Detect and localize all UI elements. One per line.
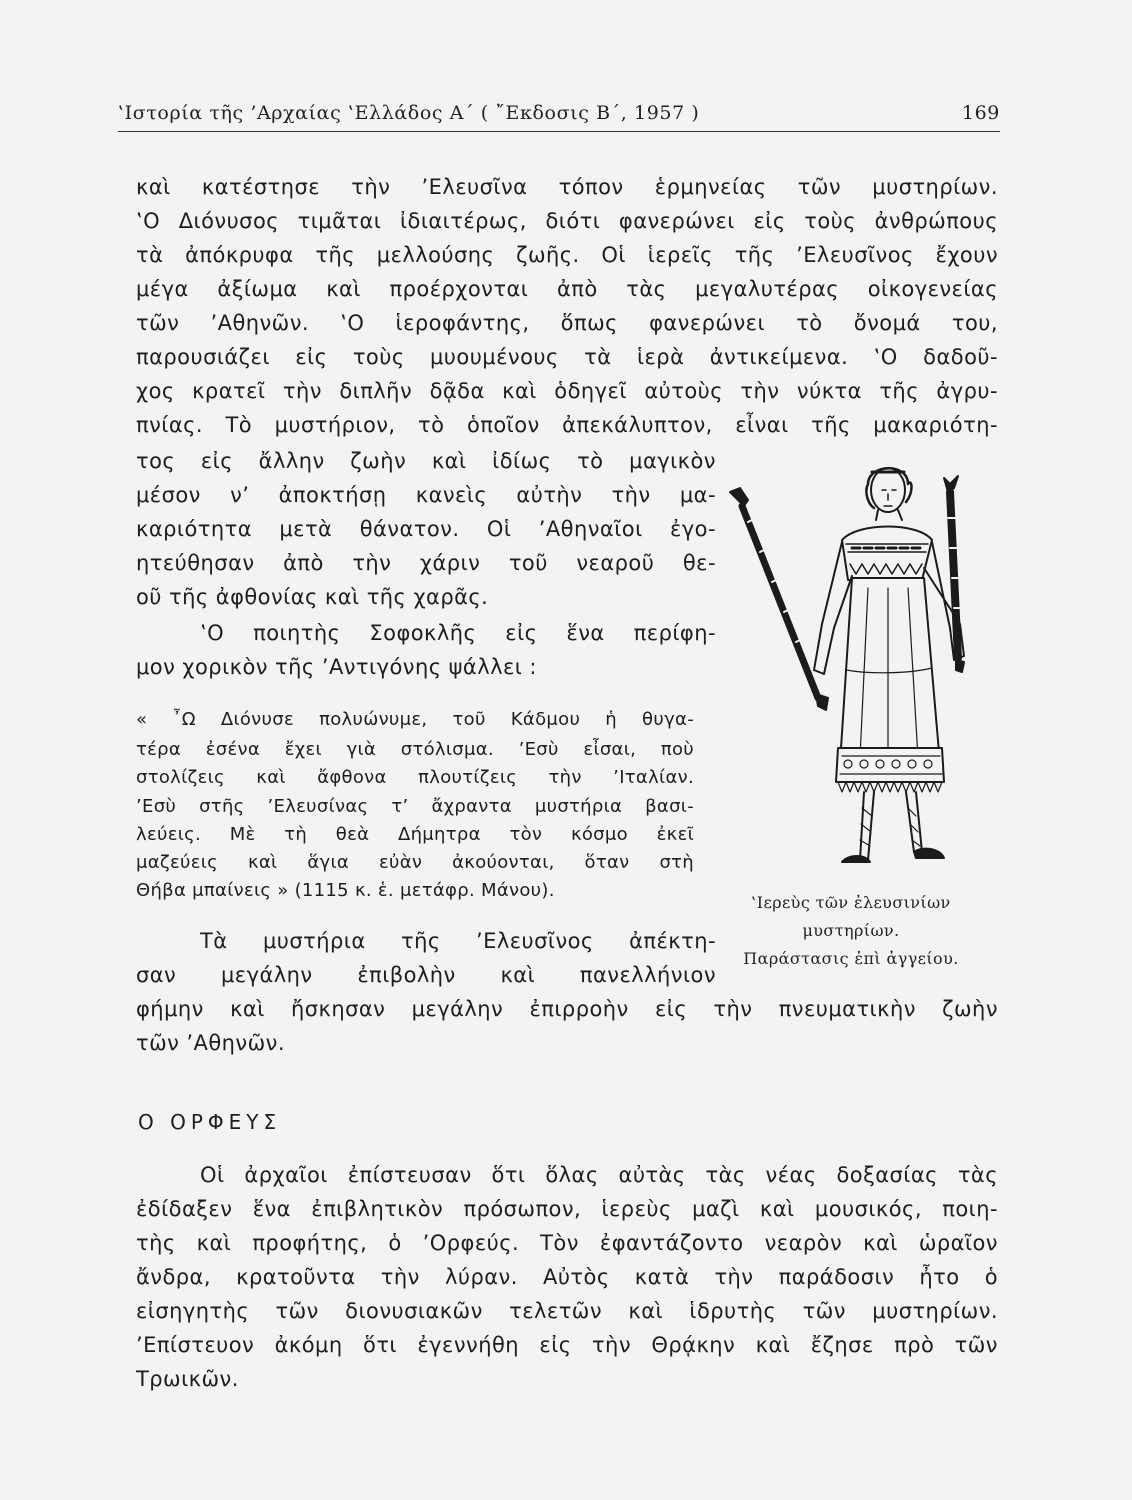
header-rule <box>118 131 1000 133</box>
body-line: παρουσιάζει εἰς τοὺς μυουμένους τὰ ἱερὰ ἀντικείμενα. ‛Ο δαδοῦ- <box>136 345 998 369</box>
body-line: οῦ τῆς ἀφθονίας καὶ τῆς χαρᾶς. <box>136 585 489 609</box>
body-line: τος εἰς ἄλλην ζωὴν καὶ ἰδίως τὸ μαγικὸν <box>136 449 716 473</box>
body-line: καριότητα μετὰ θάνατον. Οἱ ’Αθηναῖοι ἐγο- <box>136 517 716 541</box>
body-line: μον χορικὸν τῆς ’Αντιγόνης ψάλλει : <box>136 655 537 679</box>
body-line: φήμην καὶ ἤσκησαν μεγάλην ἐπιρροὴν εἰς τὴν πνευματικὴν ζωὴν <box>136 997 998 1021</box>
body-line: τῶν ’Αθηνῶν. ‛Ο ἱεροφάντης, ὅπως φανερώνει τὸ ὄνομά του, <box>136 311 998 335</box>
running-title: ‛Ιστορία τῆς ’Αρχαίας ‛Ελλάδος Α΄ ( ῎Εκδοσις Β΄, 1957 ) <box>118 102 700 124</box>
section-heading: Ο ΟΡΦΕΥΣ <box>138 1110 282 1134</box>
body-line: Τρωικῶν. <box>136 1367 239 1391</box>
page-number: 169 <box>961 102 1000 124</box>
quote-line: τέρα ἐσένα ἔχει γιὰ στόλισμα. ’Εσὺ εἶσαι, ποὺ <box>136 739 694 760</box>
body-line: εἰσηγητὴς τῶν διονυσιακῶν τελετῶν καὶ ἱδρυτὴς τῶν μυστηρίων. <box>136 1299 998 1323</box>
body-line: χος κρατεῖ τὴν διπλῆν δᾷδα καὶ ὁδηγεῖ αὐτοὺς τὴν νύκτα τῆς ἀγρυ- <box>136 379 998 403</box>
body-line: τὰ ἀπόκρυφα τῆς μελλούσης ζωῆς. Οἱ ἱερεῖς τῆς ’Ελευσῖνος ἔχουν <box>136 243 998 267</box>
quote-line: λεύεις. Μὲ τὴ θεὰ Δήμητρα τὸν κόσμο ἐκεῖ <box>136 824 694 845</box>
body-line: ‛Ο ποιητὴς Σοφοκλῆς εἰς ἕνα περίφη- <box>200 621 716 645</box>
priest-legs <box>842 792 944 862</box>
body-line: Τὰ μυστήρια τῆς ’Ελευσῖνος ἀπέκτη- <box>200 929 716 953</box>
quote-line: στολίζεις καὶ ἄφθονα πλουτίζεις τὴν ’Ιταλίαν. <box>136 767 694 788</box>
quote-line: ’Εσὺ στῆς ’Ελευσίνας τ’ ἄχραντα μυστήρια βασι- <box>136 796 694 817</box>
body-line: ητεύθησαν ἀπὸ τὴν χάριν τοῦ νεαροῦ θε- <box>136 551 716 575</box>
body-line: τῶν ’Αθηνῶν. <box>136 1031 285 1055</box>
body-line: μέσον ν’ ἀποκτήσῃ κανεὶς αὐτὴν τὴν μα- <box>136 483 716 507</box>
quote-line: μαζεύεις καὶ ἅγια εὐὰν ἀκούονται, ὅταν στὴ <box>136 852 694 873</box>
body-line: καὶ κατέστησε τὴν ’Ελευσῖνα τόπον ἑρμηνείας τῶν μυστηρίων. <box>136 175 998 199</box>
figure-caption-line: Παράστασις ἐπὶ ἀγγείου. <box>743 949 959 968</box>
left-torch <box>730 488 828 710</box>
body-line: ἄνδρα, κρατοῦντα τὴν λύραν. Αὐτὸς κατὰ τὴν παράδοσιν ἦτο ὁ <box>136 1265 998 1289</box>
priest-head <box>866 468 911 520</box>
body-line: Οἱ ἀρχαῖοι ἐπίστευσαν ὅτι ὅλας αὐτὰς τὰς νέας δοξασίας τὰς <box>200 1163 998 1187</box>
quote-line: « ῏Ω Διόνυσε πολυώνυμε, τοῦ Κάδμου ἡ θυγα- <box>136 709 694 730</box>
body-line: ’Επίστευον ἀκόμη ὅτι ἐγεννήθη εἰς τὴν Θρᾴκην καὶ ἔζησε πρὸ τῶν <box>136 1333 998 1357</box>
body-line: ἐδίδαξεν ἕνα ἐπιβλητικὸν πρόσωπον, ἱερεὺς μαζὶ καὶ μουσικός, ποιη- <box>136 1197 998 1221</box>
body-line: πνίας. Τὸ μυστήριον, τὸ ὁποῖον ἀπεκάλυπτον, εἶναι τῆς μακαριότη- <box>136 413 998 437</box>
body-line: ‛Ο Διόνυσος τιμᾶται ἰδιαιτέρως, διότι φανερώνει εἰς τοὺς ἀνθρώπους <box>136 209 998 233</box>
quote-line: Θήβα μπαίνεις » (1115 κ. ἑ. μετάφρ. Μάνου). <box>136 880 555 901</box>
figure-caption-line: μυστηρίων. <box>802 921 900 940</box>
right-torch <box>944 476 964 672</box>
figure-caption-line: ‛Ιερεὺς τῶν ἐλευσινίων <box>751 893 951 912</box>
body-line: τὴς καὶ προφήτης, ὁ ’Ορφεύς. Τὸν ἐφαντάζοντο νεαρὸν καὶ ὡραῖον <box>136 1231 998 1255</box>
body-line: σαν μεγάλην ἐπιβολὴν καὶ πανελλήνιον <box>136 963 716 987</box>
body-line: μέγα ἀξίωμα καὶ προέρχονται ἀπὸ τὰς μεγαλυτέρας οἰκογενείας <box>136 277 998 301</box>
priest-robe <box>814 527 964 793</box>
running-header <box>118 98 1000 132</box>
priest-illustration <box>718 448 988 888</box>
